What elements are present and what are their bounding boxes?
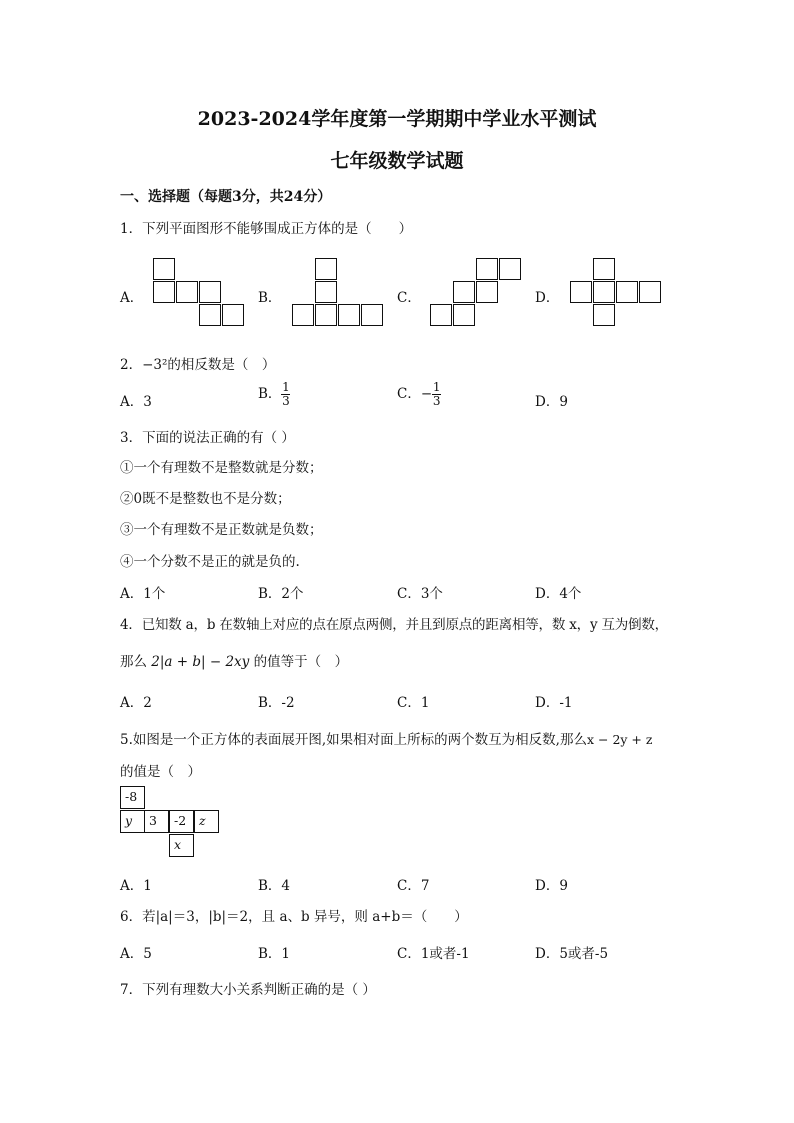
- q4-option-a: A．2: [120, 695, 152, 711]
- q1-option-d: D．: [535, 290, 560, 306]
- cube-face: -2: [169, 810, 194, 833]
- q3-statement-1: ①一个有理数不是整数就是分数；: [120, 460, 323, 476]
- q5-expression: x − 2y + z: [586, 732, 653, 747]
- question-4-stem-line2: 那么 2|a + b| − 2xy 的值等于（ ）: [120, 654, 349, 670]
- question-6-stem: 6．若|a|＝3，|b|＝2，且 a、b 异号，则 a+b＝（ ）: [120, 909, 468, 925]
- q3-statement-2: ②0既不是整数也不是分数；: [120, 491, 291, 507]
- q4-option-c: C．1: [397, 695, 430, 711]
- exam-title: 2023-2024学年度第一学期期中学业水平测试: [197, 108, 597, 130]
- cube-face: x: [169, 834, 194, 857]
- q3-option-d: D．4个: [535, 586, 582, 602]
- q3-option-a: A．1个: [120, 586, 166, 602]
- q6-option-b: B．1: [258, 946, 291, 962]
- q1-option-c: C．: [397, 290, 421, 306]
- q3-statement-3: ③一个有理数不是正数就是负数；: [120, 522, 323, 538]
- q5-option-d: D．9: [535, 878, 568, 894]
- question-2-stem: 2．−3²的相反数是（ ）: [120, 357, 276, 373]
- q5-option-c: C．7: [397, 878, 430, 894]
- q3-option-c: C．3个: [397, 586, 443, 602]
- q1-option-b: B．: [258, 290, 282, 306]
- question-5-stem: 5.如图是一个正方体的表面展开图,如果相对面上所标的两个数互为相反数,那么x − 2y + z: [120, 732, 653, 748]
- q2-option-a: A．3: [120, 394, 152, 410]
- q1-option-a: A．: [120, 290, 144, 306]
- exam-subtitle: 七年级数学试题: [330, 150, 464, 172]
- cube-face: -8: [120, 786, 145, 809]
- q2-option-c: C．− $\frac{1}{3}$: [397, 380, 441, 408]
- cube-face: y: [120, 810, 145, 833]
- question-5-stem-line2: 的值是（ ）: [120, 764, 201, 780]
- q5-option-b: B．4: [258, 878, 291, 894]
- cube-face: z: [194, 810, 219, 833]
- q3-statement-4: ④一个分数不是正的就是负的.: [120, 554, 300, 570]
- q6-option-d: D．5或者-5: [535, 946, 609, 962]
- question-7-stem: 7．下列有理数大小关系判断正确的是（ ）: [120, 982, 376, 998]
- section-heading: 一、选择题（每题3分，共24分）: [120, 189, 332, 205]
- q4-option-d: D．-1: [535, 695, 573, 711]
- q6-option-c: C．1或者-1: [397, 946, 470, 962]
- question-4-stem: 4．已知数 a，b 在数轴上对应的点在原点两侧，并且到原点的距离相等，数 x，y 互为倒数，: [120, 617, 668, 633]
- q3-option-b: B．2个: [258, 586, 304, 602]
- q4-expression: 2|a + b| − 2xy: [151, 654, 250, 670]
- question-3-stem: 3．下面的说法正确的有（ ）: [120, 430, 295, 446]
- q5-option-a: A．1: [120, 878, 152, 894]
- q4-option-b: B．-2: [258, 695, 295, 711]
- q6-option-a: A．5: [120, 946, 152, 962]
- q2-option-d: D．9: [535, 394, 568, 410]
- cube-face: 3: [144, 810, 169, 833]
- question-1-stem: 1．下列平面图形不能够围成正方体的是（ ）: [120, 221, 413, 237]
- q2-option-b: B． $\frac{1}{3}$: [258, 380, 290, 408]
